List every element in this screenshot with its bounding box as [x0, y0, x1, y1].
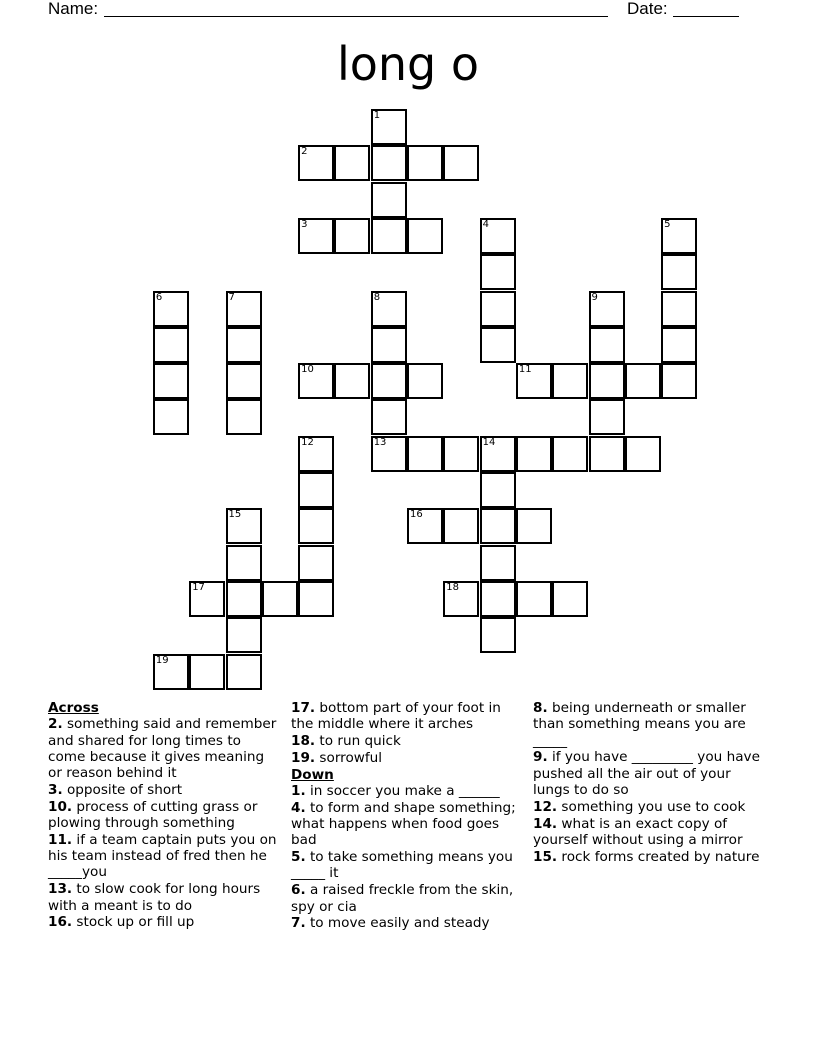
grid-cell[interactable] — [625, 436, 661, 472]
grid-cell[interactable] — [407, 218, 443, 254]
grid-cell[interactable] — [298, 145, 334, 181]
grid-cell[interactable] — [226, 363, 262, 399]
grid-cell[interactable] — [371, 399, 407, 435]
clue-item-text: process of cutting grass or plowing through something — [48, 798, 258, 832]
clue-item — [533, 799, 765, 815]
grid-cell[interactable] — [661, 218, 697, 254]
grid-cell[interactable] — [371, 291, 407, 327]
clue-item-text: to form and shape something; what happens when food goes bad — [291, 799, 516, 849]
grid-cell[interactable] — [480, 254, 516, 290]
clue-item-number: 10. — [48, 798, 73, 815]
grid-cell[interactable] — [226, 545, 262, 581]
clue-number: 19 — [155, 654, 169, 666]
clue-item — [533, 749, 765, 798]
grid-cell[interactable] — [334, 218, 370, 254]
grid-cell[interactable] — [552, 363, 588, 399]
grid-cell[interactable] — [443, 436, 479, 472]
grid-cell[interactable] — [298, 436, 334, 472]
clue-item-number: 4. — [291, 799, 306, 816]
grid-cell[interactable] — [371, 363, 407, 399]
clue-column-2 — [291, 700, 523, 932]
clue-item — [48, 914, 280, 930]
clue-number: 18 — [446, 581, 460, 593]
grid-cell[interactable] — [407, 436, 443, 472]
grid-cell[interactable] — [516, 436, 552, 472]
grid-cell[interactable] — [371, 109, 407, 145]
across-clue-list — [48, 716, 280, 930]
grid-cell[interactable] — [480, 472, 516, 508]
clue-number: 10 — [301, 364, 314, 376]
clue-item-number: 8. — [533, 700, 548, 716]
clue-item-text: sorrowful — [315, 749, 383, 766]
grid-cell[interactable] — [226, 291, 262, 327]
clue-number: 13 — [373, 436, 387, 448]
grid-cell[interactable] — [480, 327, 516, 363]
grid-cell[interactable] — [226, 327, 262, 363]
clue-item-number: 13. — [48, 881, 73, 898]
date-blank-line[interactable] — [673, 16, 739, 17]
grid-cell[interactable] — [407, 145, 443, 181]
clue-item-text: to slow cook for long hours with a meant is to do — [48, 881, 261, 914]
grid-cell[interactable] — [298, 508, 334, 544]
grid-cell[interactable] — [334, 145, 370, 181]
grid-cell[interactable] — [443, 145, 479, 181]
down-clue-list — [291, 783, 523, 932]
grid-cell[interactable] — [226, 581, 262, 617]
clue-number: 17 — [192, 581, 205, 593]
clue-number: 3 — [301, 218, 308, 230]
grid-cell[interactable] — [480, 545, 516, 581]
clue-item-text: in soccer you make a ______ — [305, 782, 500, 799]
grid-cell[interactable] — [661, 363, 697, 399]
across-clue-list-continued — [291, 700, 523, 766]
grid-cell[interactable] — [371, 145, 407, 181]
grid-cell[interactable] — [226, 399, 262, 435]
grid-cell[interactable] — [153, 399, 189, 435]
grid-cell[interactable] — [661, 291, 697, 327]
clue-item-text: what is an exact copy of yourself without using a mirror — [533, 815, 743, 848]
clue-item — [533, 816, 765, 849]
clue-item-number: 17. — [291, 700, 316, 716]
clue-number: 11 — [518, 364, 532, 376]
grid-cell[interactable] — [516, 581, 552, 617]
grid-cell[interactable] — [407, 508, 443, 544]
clue-item-number: 3. — [48, 781, 63, 798]
grid-cell[interactable] — [589, 399, 625, 435]
grid-cell[interactable] — [371, 327, 407, 363]
grid-cell[interactable] — [298, 363, 334, 399]
grid-cell[interactable] — [661, 254, 697, 290]
across-heading: Across — [48, 700, 99, 716]
clue-item — [48, 716, 280, 781]
clue-item-text: to move easily and steady — [305, 915, 490, 932]
name-blank-line[interactable] — [104, 16, 608, 17]
clue-number: 2 — [301, 146, 308, 158]
clue-column-3 — [533, 700, 765, 865]
clue-item — [291, 882, 523, 915]
clue-number: 9 — [591, 291, 598, 303]
clue-number: 16 — [410, 509, 423, 521]
grid-cell[interactable] — [480, 617, 516, 653]
clue-item — [291, 849, 523, 882]
clue-number: 8 — [373, 291, 381, 303]
grid-cell[interactable] — [552, 436, 588, 472]
clue-item-text: to take something means you _____ it — [291, 849, 513, 882]
grid-cell[interactable] — [516, 363, 552, 399]
grid-cell[interactable] — [153, 291, 189, 327]
grid-cell[interactable] — [371, 436, 407, 472]
clue-item-text: if you have _________ you have pushed all the air out of your lungs to do so — [533, 749, 760, 798]
clue-item-text: stock up or fill up — [72, 914, 195, 931]
clue-item — [291, 700, 523, 733]
clue-item-number: 2. — [48, 716, 63, 733]
clue-item-text: rock forms created by nature — [557, 848, 760, 865]
grid-cell[interactable] — [153, 327, 189, 363]
grid-cell[interactable] — [480, 436, 516, 472]
clue-item-number: 5. — [291, 849, 306, 866]
clue-item — [48, 782, 280, 798]
clue-item-number: 16. — [48, 914, 73, 931]
grid-cell[interactable] — [443, 508, 479, 544]
grid-cell[interactable] — [371, 182, 407, 218]
clue-item-text: if a team captain puts you on his team instead of fred then he _____you — [48, 831, 277, 881]
clue-item — [291, 783, 523, 799]
clue-number: 5 — [664, 218, 671, 230]
grid-cell[interactable] — [226, 617, 262, 653]
grid-cell[interactable] — [153, 654, 189, 690]
grid-cell[interactable] — [589, 436, 625, 472]
grid-cell[interactable] — [480, 218, 516, 254]
clue-item-text: bottom part of your foot in the middle where it arches — [291, 700, 501, 733]
clue-number: 4 — [482, 218, 489, 230]
grid-cell[interactable] — [226, 654, 262, 690]
down-clue-list-continued — [533, 700, 765, 865]
clue-item-number: 18. — [291, 733, 316, 750]
clue-item-text: something you use to cook — [557, 798, 746, 815]
clue-item-text: being underneath or smaller than something means you are _____ — [533, 700, 746, 749]
grid-cell[interactable] — [226, 508, 262, 544]
grid-cell[interactable] — [298, 581, 334, 617]
clue-item-number: 9. — [533, 749, 548, 766]
clue-item — [48, 881, 280, 914]
clue-item-number: 15. — [533, 848, 558, 865]
grid-cell[interactable] — [516, 508, 552, 544]
grid-cell[interactable] — [371, 218, 407, 254]
clue-number: 7 — [228, 291, 235, 303]
clue-item-number: 1. — [291, 782, 306, 799]
grid-cell[interactable] — [334, 363, 370, 399]
header — [0, 0, 816, 22]
clue-item-number: 14. — [533, 815, 558, 832]
grid-cell[interactable] — [625, 363, 661, 399]
clue-item-number: 19. — [291, 749, 316, 766]
grid-cell[interactable] — [443, 581, 479, 617]
clue-number: 6 — [155, 291, 163, 303]
grid-cell[interactable] — [298, 472, 334, 508]
clue-item — [533, 700, 765, 749]
grid-cell[interactable] — [298, 218, 334, 254]
clue-item — [48, 799, 280, 832]
clue-item-number: 7. — [291, 915, 306, 932]
clue-item-text: opposite of short — [62, 781, 183, 798]
clue-item-text: something said and remember and shared for long times to come because it gives meaning or reason behind it — [48, 716, 277, 782]
grid-cell[interactable] — [407, 363, 443, 399]
grid-cell[interactable] — [589, 327, 625, 363]
clue-number: 1 — [373, 110, 381, 121]
grid-cell[interactable] — [480, 581, 516, 617]
grid-cell[interactable] — [189, 581, 225, 617]
grid-cell[interactable] — [480, 508, 516, 544]
page-title: long o — [336, 37, 480, 91]
grid-cell[interactable] — [661, 327, 697, 363]
clue-item — [291, 800, 523, 849]
name-label: Name: — [48, 0, 99, 18]
grid-cell[interactable] — [589, 291, 625, 327]
grid-cell[interactable] — [153, 363, 189, 399]
clue-item-number: 11. — [48, 831, 73, 848]
clue-item — [48, 832, 280, 881]
clue-item — [291, 733, 523, 749]
grid-cell[interactable] — [189, 654, 225, 690]
date-label: Date: — [627, 0, 668, 18]
grid-cell[interactable] — [298, 545, 334, 581]
clue-column-1 — [48, 700, 280, 931]
clue-number: 12 — [301, 436, 314, 448]
grid-cell[interactable] — [589, 363, 625, 399]
clue-item-number: 6. — [291, 882, 306, 899]
clue-item-text: a raised freckle from the skin, spy or cia — [291, 882, 514, 915]
clue-item-text: to run quick — [315, 733, 401, 750]
clue-item-number: 12. — [533, 798, 558, 815]
clue-item — [291, 915, 523, 931]
grid-cell[interactable] — [262, 581, 298, 617]
grid-cell[interactable] — [552, 581, 588, 617]
down-heading: Down — [291, 766, 334, 783]
clue-item — [533, 849, 765, 865]
clue-number: 15 — [228, 509, 242, 521]
clue-number: 14 — [482, 436, 496, 448]
grid-cell[interactable] — [480, 291, 516, 327]
clue-item — [291, 750, 523, 766]
